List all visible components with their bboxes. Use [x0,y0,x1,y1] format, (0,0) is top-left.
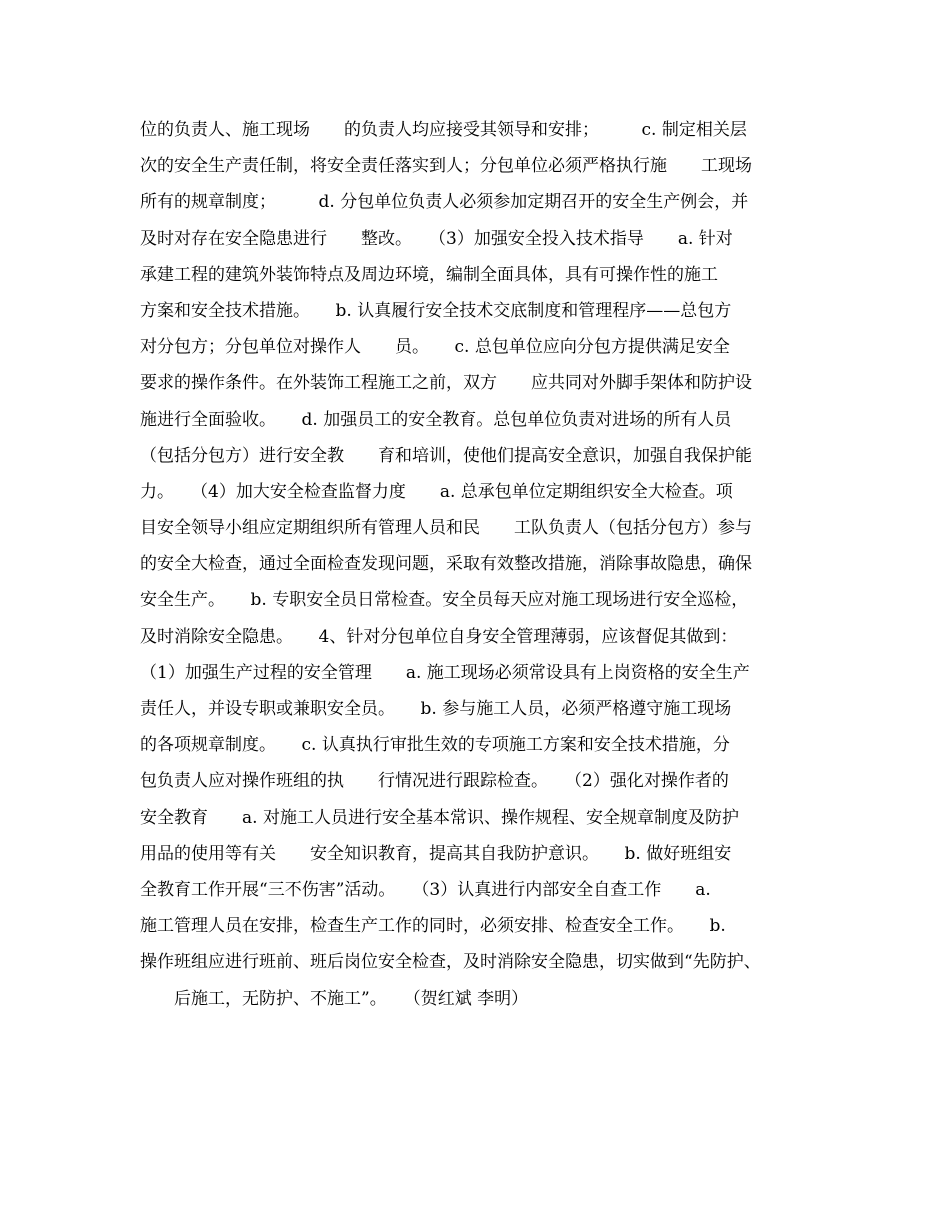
text-line: 安全教育 a. 对施工人员进行安全基本常识、操作规程、安全规章制度及防护 [140,807,739,828]
text-line: 要求的操作条件。在外装饰工程施工之前，双方 应共同对外脚手架体和防护设 [140,373,752,394]
text-line: （1）加强生产过程的安全管理 a. 施工现场必须常设具有上岗资格的安全生产 [140,662,750,683]
text-line: 的安全大检查，通过全面检查发现问题，采取有效整改措施，消除事故隐患，确保 [140,554,752,575]
text-line: 及时对存在安全隐患进行 整改。 （3）加强安全投入技术指导 a. 针对 [140,228,733,249]
text-line: 位的负责人、施工现场 的负责人均应接受其领导和安排； c. 制定相关层 [140,120,747,140]
text-line: 后施工，无防护、不施工”。 （贺红斌 李明） [140,988,529,1009]
text-line: 力。 （4）加大安全检查监督力度 a. 总承包单位定期组织安全大检查。项 [140,481,733,502]
text-line: 施工管理人员在安排，检查生产工作的同时，必须安排、检查安全工作。 b. [140,916,726,937]
text-line: 安全生产。 b. 专职安全员日常检查。安全员每天应对施工现场进行安全巡检， [140,590,749,611]
text-line: 对分包方；分包单位对操作人 员。 c. 总包单位应向分包方提供满足安全 [140,337,730,358]
text-line: （包括分包方）进行安全教 育和培训，使他们提高安全意识，加强自我保护能 [140,445,752,466]
text-line: 目安全领导小组应定期组织所有管理人员和民 工队负责人（包括分包方）参与 [140,518,752,539]
text-line: 方案和安全技术措施。 b. 认真履行安全技术交底制度和管理程序——总包方 [140,300,732,321]
text-line: 全教育工作开展“三不伤害”活动。 （3）认真进行内部安全自查工作 a. [140,879,711,900]
text-line: 施进行全面验收。 d. 加强员工的安全教育。总包单位负责对进场的所有人员 [140,409,732,430]
text-line: 及时消除安全隐患。 4、针对分包单位自身安全管理薄弱，应该督促其做到： [140,626,738,647]
text-line: 用品的使用等有关 安全知识教育，提高其自我防护意识。 b. 做好班组安 [140,843,732,864]
text-line: 所有的规章制度； d. 分包单位负责人必须参加定期召开的安全生产例会，并 [140,192,749,213]
text-line: 操作班组应进行班前、班后岗位安全检查，及时消除安全隐患，切实做到“先防护、 [140,952,761,973]
text-line: 承建工程的建筑外装饰特点及周边环境，编制全面具体，具有可操作性的施工 [140,264,718,285]
text-line: 的各项规章制度。 c. 认真执行审批生效的专项施工方案和安全技术措施，分 [140,735,730,756]
text-line: 次的安全生产责任制，将安全责任落实到人；分包单位必须严格执行施 工现场 [140,156,752,177]
body-text [140,112,820,1017]
text-line: 责任人，并设专职或兼职安全员。 b. 参与施工人员，必须严格遵守施工现场 [140,699,732,719]
text-line: 包负责人应对操作班组的执 行情况进行跟踪检查。 （2）强化对操作者的 [140,771,729,792]
